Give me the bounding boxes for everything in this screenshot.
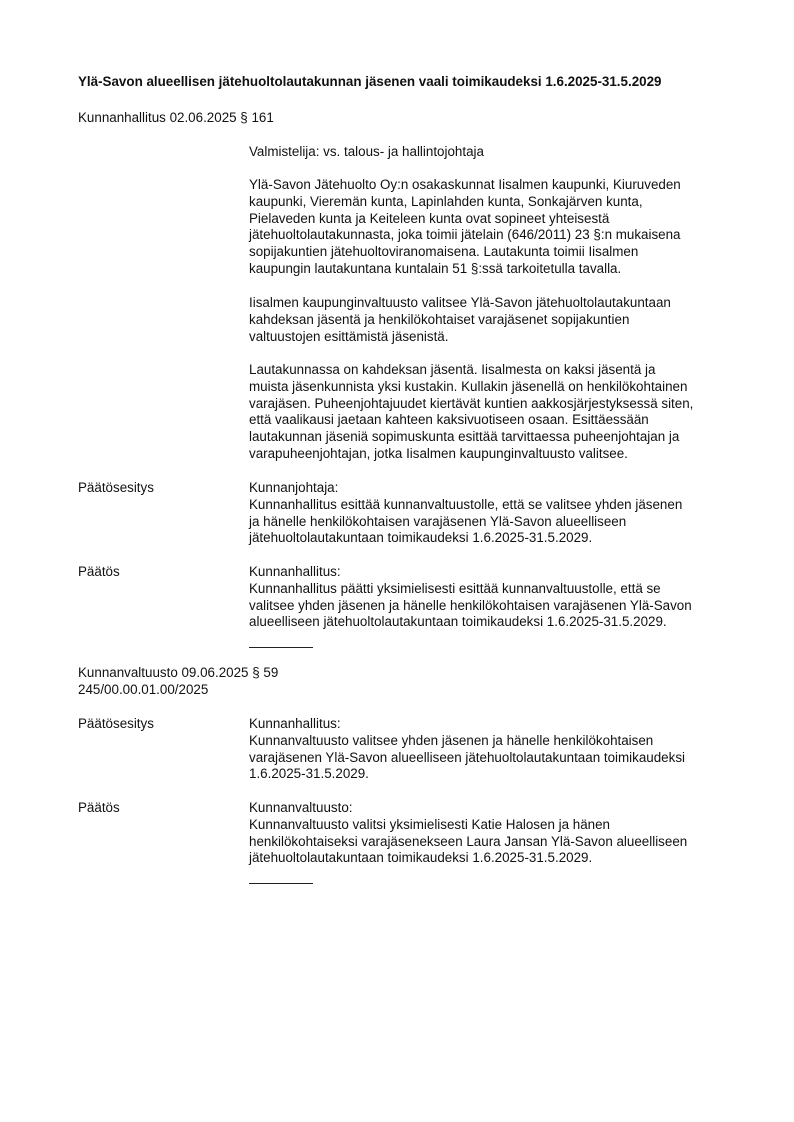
paragraph-line: kahdeksan jäsentä ja henkilökohtaiset varajäsenet sopijakuntien: [249, 311, 630, 327]
section-divider: [249, 647, 313, 648]
decision-line: Kunnanhallitus päätti yksimielisesti esittää kunnanvaltuustolle, että se: [249, 580, 661, 596]
paragraph-line: sopijakuntien jätehuoltoviranomaisena. Lautakunta toimii Iisalmen: [249, 244, 639, 260]
proposal-line: Kunnanvaltuusto valitsee yhden jäsenen ja hänelle henkilökohtaisen: [249, 732, 654, 748]
proposal-line: ja hänelle henkilökohtaisen varajäsenen Ylä-Savon alueelliseen: [249, 513, 627, 529]
council-decision-text: [249, 800, 749, 867]
section-divider: [249, 883, 313, 884]
paragraph-line: Pielaveden kunta ja Keiteleen kunta ovat sopineet yhteisestä: [249, 210, 610, 226]
decision-line: Kunnanvaltuusto:: [249, 800, 353, 815]
board-proposal-text: [249, 480, 749, 547]
decision-line: henkilökohtaiseksi varajäsenekseen Laura Jansan Ylä-Savon alueelliseen: [249, 833, 688, 849]
proposal-line: Kunnanjohtaja:: [249, 480, 339, 495]
board-decision-label: Päätös: [78, 564, 120, 579]
paragraph-line: Lautakunnassa on kahdeksan jäsentä. Iisalmesta on kaksi jäsentä ja: [249, 362, 656, 377]
proposal-line: jätehuoltolautakuntaan toimikaudeksi 1.6.2025-31.5.2029.: [249, 530, 593, 546]
paragraph-line: varajäsen. Puheenjohtajuudet kiertävät kuntien aakkosjärjestyksessä siten,: [249, 395, 694, 411]
board-meeting-heading: Kunnanhallitus 02.06.2025 § 161: [78, 110, 274, 125]
proposal-line: Kunnanhallitus:: [249, 716, 341, 731]
proposal-line: Kunnanhallitus esittää kunnanvaltuustolle, että se valitsee yhden jäsenen: [249, 496, 683, 512]
paragraph-line: muista jäsenkunnista yksi kustakin. Kullakin jäsenellä on henkilökohtainen: [249, 378, 688, 394]
proposal-line: varajäsenen Ylä-Savon alueelliseen jätehuoltolautakuntaan toimikaudeksi: [249, 749, 685, 765]
preparer-line: [249, 144, 749, 161]
proposal-line: 1.6.2025-31.5.2029.: [249, 766, 369, 782]
paragraph-line: valtuustojen esittämistä jäsenistä.: [249, 328, 449, 344]
decision-line: Kunnanvaltuusto valitsi yksimielisesti Katie Halosen ja hänen: [249, 816, 610, 832]
document-title: Ylä-Savon alueellisen jätehuoltolautakunnan jäsenen vaali toimikaudeksi 1.6.2025-31.5.2029: [78, 74, 662, 89]
paragraph-line: Iisalmen kaupunginvaltuusto valitsee Ylä-Savon jätehuoltolautakuntaan: [249, 295, 671, 310]
background-paragraph-3: [249, 362, 749, 463]
paragraph-line: varapuheenjohtajan, jotka Iisalmen kaupunginvaltuusto valitsee.: [249, 445, 628, 461]
paragraph-line: Ylä-Savon Jätehuolto Oy:n osakaskunnat Iisalmen kaupunki, Kiuruveden: [249, 177, 681, 192]
council-reference-number: 245/00.00.01.00/2025: [78, 682, 209, 697]
preparer-text: Valmistelija: vs. talous- ja hallintojohtaja: [249, 144, 484, 159]
decision-line: jätehuoltolautakuntaan toimikaudeksi 1.6.2025-31.5.2029.: [249, 850, 593, 866]
paragraph-line: jätehuoltolautakunnasta, joka toimii jätelain (646/2011) 23 §:n mukaisena: [249, 227, 681, 243]
board-decision-text: [249, 564, 749, 631]
council-proposal-text: [249, 716, 749, 783]
decision-line: valitsee yhden jäsenen ja hänelle henkilökohtaisen varajäsenen Ylä-Savon: [249, 597, 692, 613]
decision-line: Kunnanhallitus:: [249, 564, 341, 579]
council-meeting-heading: Kunnanvaltuusto 09.06.2025 § 59: [78, 665, 279, 680]
paragraph-line: että vaalikausi jaetaan kahteen kaksivuotiseen osaan. Esittäessään: [249, 412, 649, 428]
council-decision-label: Päätös: [78, 800, 120, 815]
board-proposal-label: Päätösesitys: [78, 480, 154, 495]
paragraph-line: lautakunnan jäseniä sopimuskunta esittää tarvittaessa puheenjohtajan ja: [249, 429, 680, 445]
decision-line: alueelliseen jätehuoltolautakuntaan toimikaudeksi 1.6.2025-31.5.2029.: [249, 614, 667, 630]
background-paragraph-1: [249, 177, 749, 278]
paragraph-line: kaupunki, Vieremän kunta, Lapinlahden kunta, Sonkajärven kunta,: [249, 193, 643, 209]
background-paragraph-2: [249, 295, 749, 345]
council-proposal-label: Päätösesitys: [78, 716, 154, 731]
paragraph-line: kaupungin lautakuntana kuntalain 51 §:ssä tarkoitetulla tavalla.: [249, 260, 622, 276]
